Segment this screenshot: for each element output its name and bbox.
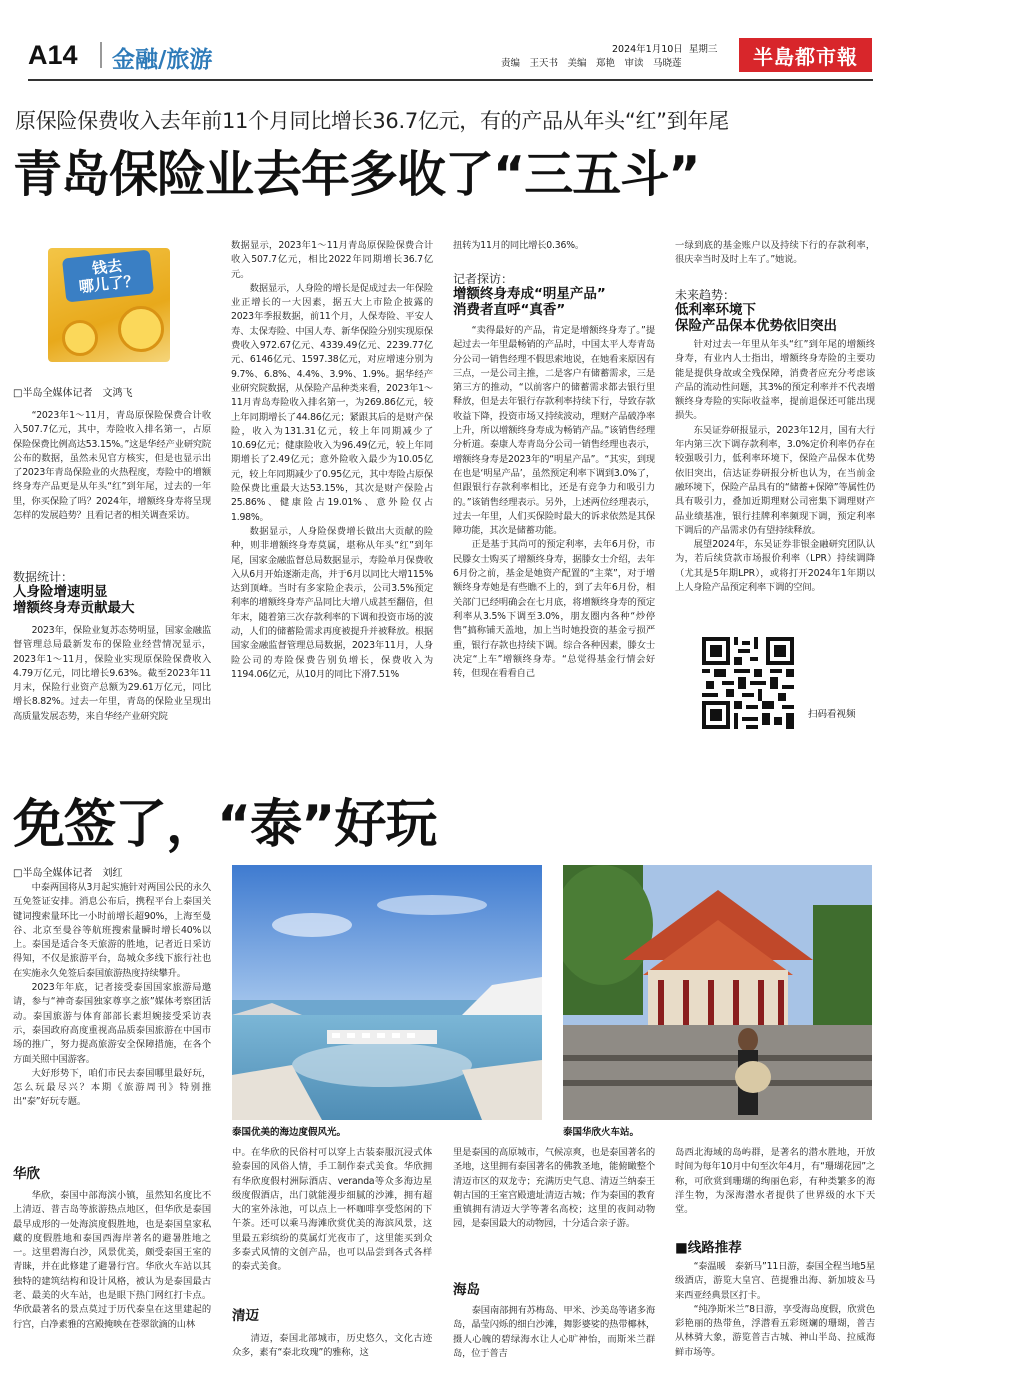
editors-line: 责编 王天书 美编 郑艳 审读 马晓莲 (501, 58, 682, 69)
article2-paragraph: 岛西北海域的岛屿群，是著名的潜水胜地，开放时间为每年10月中旬至次年4月，有“珊瑚花园”之称，可欣赏到珊瑚的绚丽色彩，有种类繁多的海洋生物，为深海潜水者提供了世界级的水下天堂。 (675, 1147, 875, 1216)
issue-weekday: 星期三 (688, 44, 718, 55)
section2-title-line1: 增额终身寿成“明星产品” (453, 286, 606, 302)
section3-title-line2: 保险产品保本优势依旧突出 (675, 318, 837, 334)
article1-section3-header (675, 288, 875, 334)
heading-haidao: 海岛 (453, 1282, 480, 1298)
section1-kicker: 数据统计： (13, 570, 74, 584)
masthead-text: 半島都市報 (753, 44, 858, 69)
section1-title-line1: 人身险增速明显 (13, 584, 108, 600)
photo-huahin-station (563, 865, 872, 1120)
article1-byline: □半岛全媒体记者 文鸿飞 (13, 388, 133, 399)
article2-col4-lower (675, 1260, 875, 1360)
article2-paragraph: “纯净斯米兰”8日游，享受海岛度假，欣赏色彩艳丽的热带鱼，浮潜看五彩斑斓的珊瑚，普吉从林骑大象，游览普吉古城、神山半岛、拉威海鲜市场等。 (675, 1303, 875, 1358)
article1-col2 (231, 239, 433, 682)
article2-paragraph: 2023年年底，记者接受泰国国家旅游局邀请，参与“神奇泰国独家尊享之旅”媒体考察团活动。泰国旅游与体育部部长素坦婉接受采访表示，泰国政府高度重视高品质泰国旅游在中国市场的推广，努力提高旅游安全保障措施，在各个方面关照中国游客。 (13, 982, 211, 1065)
issue-date: 2024年1月10日 (612, 44, 683, 55)
article1-section1-header (13, 570, 211, 616)
article2-col1-lower (13, 1189, 211, 1332)
article2-col2 (232, 1146, 432, 1275)
article1-intro-paragraph: “2023年1～11月，青岛原保险保费合计收入507.7亿元，其中，寿险收入排名第一，占原保险保费比例高达53.15%。”这是华经产业研究院公布的数据，虽然未见官方核实，但是也显示出了2023年青岛保险业的火热程度，寿险中的增额终身寿产品更是从年头“红”到年尾，过去的一年里，你买保险了吗？2024年，增额终身寿将呈现怎样的发展趋势？且看记者的相关调查采访。 (13, 410, 211, 522)
article2-paragraph: 中泰两国将从3月起实施针对两国公民的永久互免签证安排。消息公布后，携程平台上泰国关键词搜索量环比一小时前增长超90%，上海至曼谷、北京至曼谷等航班搜索量瞬时增长40%以上。泰国是适合冬天旅游的胜地，记者近日采访得知，不仅是旅游平台，岛城众多线下旅行社也在实施永久免签后泰国旅游热度持续攀升。 (13, 882, 211, 979)
article1-paragraph: 一绿到底的基金账户以及持续下行的存款利率，很庆幸当时及时上车了。”她说。 (675, 240, 875, 266)
qr-code[interactable] (702, 637, 794, 729)
qr-caption: 扫码看视频 (808, 709, 856, 720)
heading-qingmai: 清迈 (232, 1308, 259, 1324)
article1-paragraph: 2023年，保险业复苏态势明显，国家金融监督管理总局最新发布的保险业经营情况显示，2023年1～11月，保险业实现原保险保费收入4.79万亿元，同比增长9.63%。截至2023年11月末，保险行业资产总额为29.61万亿元，同比增长8.82%。过去一年里，青岛的保险业呈现出高质量发展态势，来自华经产业研究院 (13, 625, 211, 722)
page-number: A14 (28, 40, 78, 70)
article2-paragraph: 华欣，泰国中部海滨小镇，虽然知名度比不上清迈、普吉岛等旅游热点地区，但华欣是泰国最早成形的一处海滨度假胜地，也是泰国皇家私藏的度假胜地和泰国西海岸著名的避暑胜地之一。这里碧海白沙，风景优美，颇受泰国王室的青睐，并在此修建了避暑行宫。华欣火车站以其独特的建筑结构和设计风格，被认为是泰国最古老、最美的火车站，也是眼下热门网红打卡点。华欣最著名的景点莫过于历代泰皇在这里建起的行宫，白净素雅的宫殿掩映在苍翠欲滴的山林 (13, 1190, 211, 1330)
article2-col3-lower (453, 1304, 655, 1361)
article2-col1 (13, 881, 211, 1110)
article2-col3 (453, 1146, 655, 1232)
heading-huaxin: 华欣 (13, 1166, 40, 1182)
article1-paragraph: 扭转为11月的同比增长0.36%。 (453, 240, 584, 251)
section2-kicker: 记者探访： (453, 272, 514, 286)
header-date-line (612, 41, 717, 55)
section-title: 金融/旅游 (112, 47, 213, 73)
article1-paragraph: 数据显示，人身险保费增长做出大贡献的险种，则非增额终身寿莫属，堪称从年头“红”到年尾，国家金融监督总局数据显示，寿险单月保费收入从6月开始逐渐走高，并于6月以同比大增115%达到顶峰。当时有多家险企表示，公司3.5%预定利率的增额终身寿产品同比大增八成甚至翻倍，但年末，随着第三次存款利率的下调和投资市场的波动，人们的储蓄险需求再度被提升并被释放。根据国家金融监督管理总局数据，2023年11月，人身险公司的寿险保费告别负增长，保费收入为1194.06亿元，从10月的同比下滑7.51% (231, 525, 433, 680)
article2-byline: □半岛全媒体记者 刘红 (13, 868, 123, 879)
section2-title-line2: 消费者直呼“真香” (453, 302, 566, 318)
header-rule (28, 79, 873, 81)
article1-section2-header (453, 272, 655, 318)
article2-headline: 免签了，“泰”好玩 (13, 795, 437, 855)
article2-paragraph: 里是泰国的高原城市，气候凉爽，也是泰国著名的圣地，这里拥有泰国著名的佛教圣地，能俯瞰整个清迈市区的双龙寺；充满历史气息、清迈兰纳泰王朝古国的王室宫殿遗址清迈古城；作为泰国的教育重镇拥有清迈大学等著名高校；这里的夜间动物园，是泰国最大的动物园，十分适合亲子游。 (453, 1147, 655, 1230)
article2-paragraph: 中。在华欣的民俗村可以穿上古装泰服沉浸式体验泰国的风俗人情，手工制作泰式美食。华欣拥有华欣度假村洲际酒店、veranda等众多海边星级度假酒店，出门就能漫步细腻的沙滩，拥有超大的室外泳池，可以点上一杯咖啡享受悠闲的下午茶。还可以乘马海滩欣赏优美的海滨风景，这里最五彩缤纷的莫属灯光夜市了，这里能买到众多泰式风情的文创产品，也可以品尝到各式各样的泰式美食。 (232, 1147, 432, 1273)
coin-icon (62, 320, 98, 356)
huahin-station-image (563, 865, 872, 1120)
article1-col1 (13, 409, 211, 523)
article1-paragraph: “卖得最好的产品，肯定是增额终身寿了。”提起过去一年里最畅销的产品时，中国太平人寿青岛分公司一销售经理不假思索地说，在她看来原因有三点，一是公司主推，二是客户有储蓄需求，三是第三方的推动，“以前客户的储蓄需求都去银行里释放，但是去年银行存款利率持续下行，导致存款收益下降，投资市场又持续波动，理财产品破净率上升，所以增额终身寿成为畅销产品。”该销售经理分析道。泰康人寿青岛分公司一销售经理也表示，增额终身寿是2023年的“明星产品”。“其实，到现在也是‘明星产品’，虽然预定利率下调到3.0%了，但跟银行存款利率相比，还是有竞争力和吸引力的。”该销售经理表示。另外，上述两位经理表示，过去一年里，人们买保险时最大的诉求依然是其保障功能，其次是储蓄功能。 (453, 325, 655, 537)
badge-label: 钱去 哪儿了？ (78, 256, 140, 297)
article2-col2-lower (232, 1332, 432, 1361)
header-divider (100, 42, 102, 68)
section1-title-line2: 增额终身寿贡献最大 (13, 600, 135, 616)
masthead-logo (739, 38, 872, 72)
article1-paragraph: 展望2024年，东吴证券非银金融研究团队认为，若后续贷款市场报价利率（LPR）持续调降（尤其是5年期LPR），或将打开2024年1年期以上人身险产品预定利率下调的空间。 (675, 539, 875, 594)
coin-icon (118, 306, 164, 352)
article2-col4 (675, 1146, 875, 1217)
section3-title-line1: 低利率环境下 (675, 302, 756, 318)
qr-code-image (702, 637, 794, 729)
article1-kicker: 原保险保费收入去年前11个月同比增长36.7亿元，有的产品从年头“红”到年尾 (15, 109, 729, 133)
section3-kicker: 未来趋势： (675, 288, 736, 302)
article1-paragraph: 东吴证券研报显示，2023年12月，国有大行年内第三次下调存款利率，3.0%定价利率仍存在较强吸引力，低利率环境下，保险产品保本优势依旧突出，信达证券研报分析也认为，在当前金融环境下，保险产品具有的“储蓄+保障”等属性仍具有吸引力，叠加近期理财公司密集下调理财产品业绩基准，银行挂牌利率频现下调，预定利率下调后的产品需求仍有望持续释放。 (675, 424, 875, 536)
seaside-resort-image (232, 865, 542, 1120)
article1-col3-lower (453, 324, 655, 681)
heading-route: ■线路推荐 (675, 1240, 742, 1256)
article1-paragraph: 数据显示，2023年1～11月青岛原保险保费合计收入507.7亿元，相比2022年同期增长36.7亿元。 (231, 240, 433, 280)
article1-col4-lower (675, 338, 875, 595)
photo-caption-resort: 泰国优美的海边度假风光。 (232, 1127, 347, 1138)
article2-paragraph: “泰温暖 泰新马”11日游，泰国全程当地5星级酒店，游览大皇宫、芭提雅出海、新加坡＆马来西亚经典景区打卡。 (675, 1261, 875, 1301)
photo-seaside-resort (232, 865, 542, 1120)
photo-caption-station: 泰国华欣火车站。 (563, 1127, 640, 1138)
article1-paragraph: 数据显示，人身险的增长是促成过去一年保险业正增长的一大因素，据五大上市险企披露的2023年季报数据，前11个月，人保寿险、平安人寿、太保寿险、中国人寿、新华保险分别实现原保费收入972.67亿元、4339.49亿元、2239.77亿元、6146亿元、1597.38亿元，对应增速分别为9.7%、6.8%、4.4%、3.9%、1.9%。据华经产业研究院数据，从保险产品种类来看，2023年1～11月青岛寿险收入排名第一，为269.86亿元，较上年同期增长了44.86亿元；紧跟其后的是财产保险，收入为131.31亿元，较上年同期减少了10.69亿元；健康险收入为96.49亿元，较上年同期增长了2.49亿元；意外险收入最少为10.05亿元，较上年同期减少了0.95亿元，其中寿险占原保险保费比重最大达53.15%，其次是财产保险占25.86%、健康险占19.01%、意外险仅占1.98%。 (231, 282, 433, 523)
article1-col4 (675, 239, 875, 268)
money-badge-graphic (48, 248, 170, 362)
article2-paragraph: 大好形势下，咱们市民去泰国哪里最好玩，怎么玩最尽兴？本期《旅游周刊》特别推出“泰”好玩专题。 (13, 1067, 211, 1108)
article1-paragraph: 正是基于其尚可的预定利率，去年6月份，市民滕女士购买了增额终身寿，据滕女士介绍，去年6月份之前，基金是她资产配置的“主菜”，对于增额终身寿她是有些瞧不上的，到了去年6月份，相关部门已经明确会在七月底，将增额终身寿的预定利率从3.5%下调至3.0%，朋友圈内各种“炒停售”搞称铺天盖地，加上当时她投资的基金亏损严重，银行存款也持续下调。综合各种因素，滕女士决定“上车”增额终身寿。“总觉得基金行情会好转，但现在看看自己 (453, 539, 655, 680)
article1-headline: 青岛保险业去年多收了“三五斗” (13, 146, 700, 203)
article1-col1-lower (13, 624, 211, 724)
article2-paragraph: 泰国南部拥有苏梅岛、甲米、沙美岛等诸多海岛，晶莹闪烁的细白沙滩，舞影婆娑的热带椰林，摄人心魄的碧绿海水让人心旷神怡，而斯米兰群岛，位于普吉 (453, 1305, 655, 1359)
article1-paragraph: 针对过去一年里从年头“红”到年尾的增额终身寿，有业内人士指出，增额终身寿险的主要功能是提供身故或全残保障，消费者应充分考虑该产品的流动性问题，其3%的预定利率并不代表增额终身寿险的实际收益率，提前退保还可能出现损失。 (675, 339, 875, 422)
badge-label-bubble (62, 250, 154, 303)
article2-paragraph: 清迈，泰国北部城市，历史悠久，文化古迹众多，素有“泰北玫瑰”的雅称，这 (232, 1333, 432, 1359)
article1-col3 (453, 239, 655, 253)
